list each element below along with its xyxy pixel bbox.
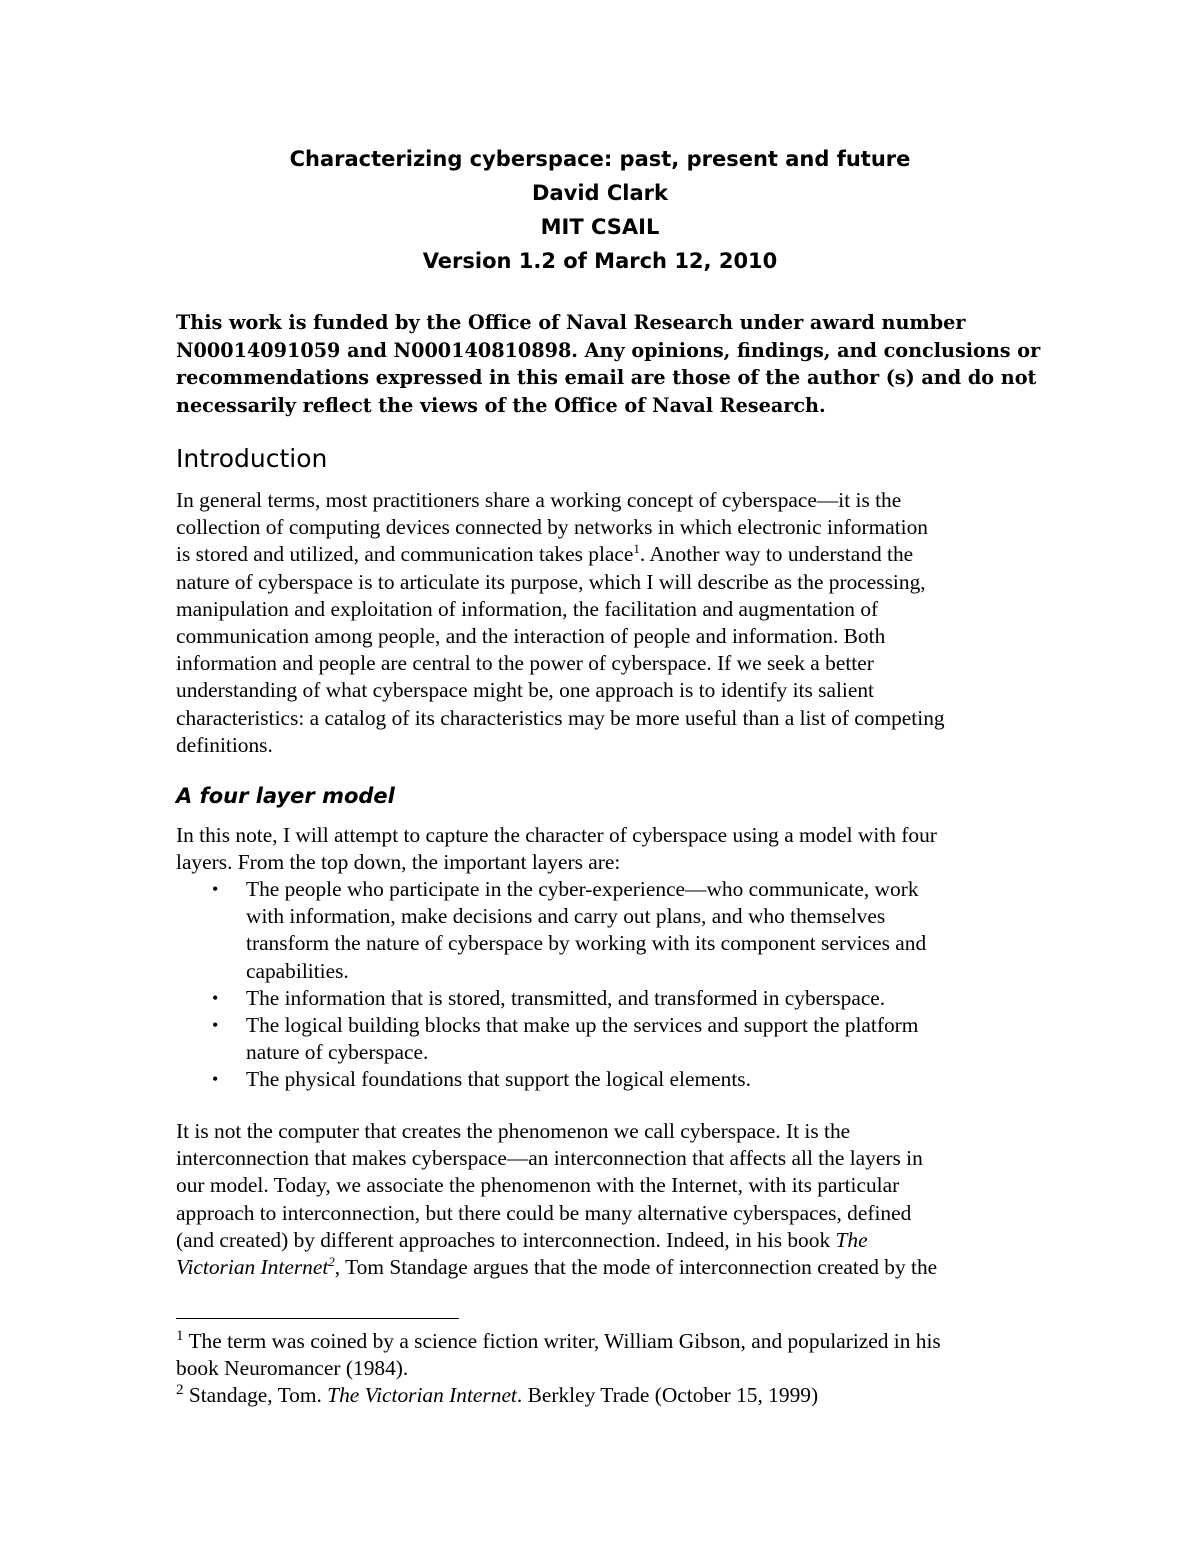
list-item-line: The logical building blocks that make up the services and support the platform: [246, 1013, 919, 1038]
footnote-separator: [176, 1318, 459, 1319]
title-block: [0, 142, 1200, 278]
list-item-line: capabilities.: [246, 958, 349, 983]
footnote-1-continued: book Neuromancer (1984).: [176, 1356, 409, 1380]
bullet-icon: •: [212, 987, 219, 1008]
paragraph-line: our model. Today, we associate the phenomenon with the Internet, with its particular: [176, 1173, 900, 1198]
paragraph-line: information and people are central to the power of cyberspace. If we seek a better: [176, 651, 874, 676]
paragraph-line: interconnection that makes cyberspace—an interconnection that affects all the layers in: [176, 1146, 923, 1171]
footnote-number: 1: [176, 1327, 184, 1344]
funding-line: This work is funded by the Office of Naval Research under award number: [176, 311, 966, 334]
paragraph-line: It is not the computer that creates the phenomenon we call cyberspace. It is the: [176, 1119, 851, 1143]
paragraph-line: collection of computing devices connected by networks in which electronic information: [176, 515, 929, 540]
paragraph-text: is stored and utilized, and communication takes place: [176, 542, 634, 567]
document-title: Characterizing cyberspace: past, present and future: [289, 147, 911, 171]
paragraph-line: In general terms, most practitioners share a working concept of cyberspace—it is the: [176, 488, 902, 512]
funding-line: necessarily reflect the views of the Office of Naval Research.: [176, 393, 826, 417]
list-item-line: with information, make decisions and carry out plans, and who themselves: [246, 904, 886, 929]
footnote-number: 2: [176, 1381, 184, 1398]
paragraph-line: characteristics: a catalog of its characteristics may be more useful than a list of competing: [176, 705, 945, 730]
book-title: The: [835, 1227, 868, 1252]
layer-model-intro: [176, 822, 1036, 876]
footnote-text: . Berkley Trade (October 15, 1999): [516, 1383, 819, 1407]
funding-line: N00014091059 and N000140810898. Any opinions, findings, and conclusions or: [176, 338, 1041, 362]
paragraph-text: , Tom Standage argues that the mode of interconnection created by the: [334, 1255, 938, 1280]
bullet-icon: •: [212, 1069, 219, 1090]
paragraph-line: [176, 1227, 1036, 1254]
layer-list: [208, 876, 1028, 1094]
book-title: Victorian Internet: [176, 1255, 329, 1280]
introduction-heading: Introduction: [176, 444, 328, 473]
paragraph-line: In this note, I will attempt to capture the character of cyberspace using a model with four: [176, 823, 937, 847]
list-item: [208, 876, 1028, 985]
footnote-2: [176, 1382, 1036, 1409]
footnote-ref-1[interactable]: 1: [633, 541, 640, 557]
layer-model-heading: A four layer model: [176, 784, 395, 808]
introduction-paragraph: [176, 487, 1036, 759]
footnotes: [176, 1328, 1036, 1409]
affiliation: MIT CSAIL: [540, 215, 660, 239]
version-line: Version 1.2 of March 12, 2010: [422, 249, 778, 273]
list-item: [208, 1066, 1028, 1093]
footnote-book-title: The Victorian Internet: [327, 1383, 517, 1407]
footnote-text: Standage, Tom.: [183, 1383, 328, 1407]
footnote-ref-2[interactable]: 2: [328, 1253, 335, 1269]
author-name: David Clark: [532, 181, 668, 205]
footnote-text: The term was coined by a science fiction writer, William Gibson, and popularized in his: [183, 1329, 941, 1353]
list-item-line: transform the nature of cyberspace by working with its component services and: [246, 931, 927, 956]
paragraph-line: manipulation and exploitation of information, the facilitation and augmentation of: [176, 596, 879, 621]
bullet-icon: •: [212, 1015, 219, 1036]
footnote-1: [176, 1328, 1036, 1355]
paragraph-line: layers. From the top down, the important layers are:: [176, 850, 621, 875]
paragraph-text: . Another way to understand the: [639, 542, 914, 567]
funding-line: recommendations expressed in this email are those of the author (s) and do not: [176, 366, 1037, 390]
list-item: [208, 985, 1028, 1012]
funding-statement: [176, 309, 1041, 419]
list-item-line: The people who participate in the cyber-experience—who communicate, work: [246, 877, 919, 901]
closing-paragraph: [176, 1118, 1036, 1281]
paragraph-line: approach to interconnection, but there could be many alternative cyberspaces, defined: [176, 1200, 912, 1225]
list-item-line: nature of cyberspace.: [246, 1040, 429, 1065]
paragraph-text: (and created) by different approaches to interconnection. Indeed, in his book: [176, 1227, 836, 1252]
bullet-icon: •: [212, 879, 219, 899]
list-item: [208, 1012, 1028, 1066]
paragraph-line: understanding of what cyberspace might be, one approach is to identify its salient: [176, 678, 874, 703]
paragraph-line: nature of cyberspace is to articulate its purpose, which I will describe as the processing,: [176, 569, 926, 594]
list-item-line: The physical foundations that support the logical elements.: [246, 1067, 751, 1092]
list-item-line: The information that is stored, transmitted, and transformed in cyberspace.: [246, 985, 886, 1010]
paragraph-line: [176, 1254, 1036, 1281]
paragraph-line: communication among people, and the interaction of people and information. Both: [176, 624, 886, 649]
paragraph-line: [176, 541, 1036, 568]
paragraph-line: definitions.: [176, 732, 273, 757]
